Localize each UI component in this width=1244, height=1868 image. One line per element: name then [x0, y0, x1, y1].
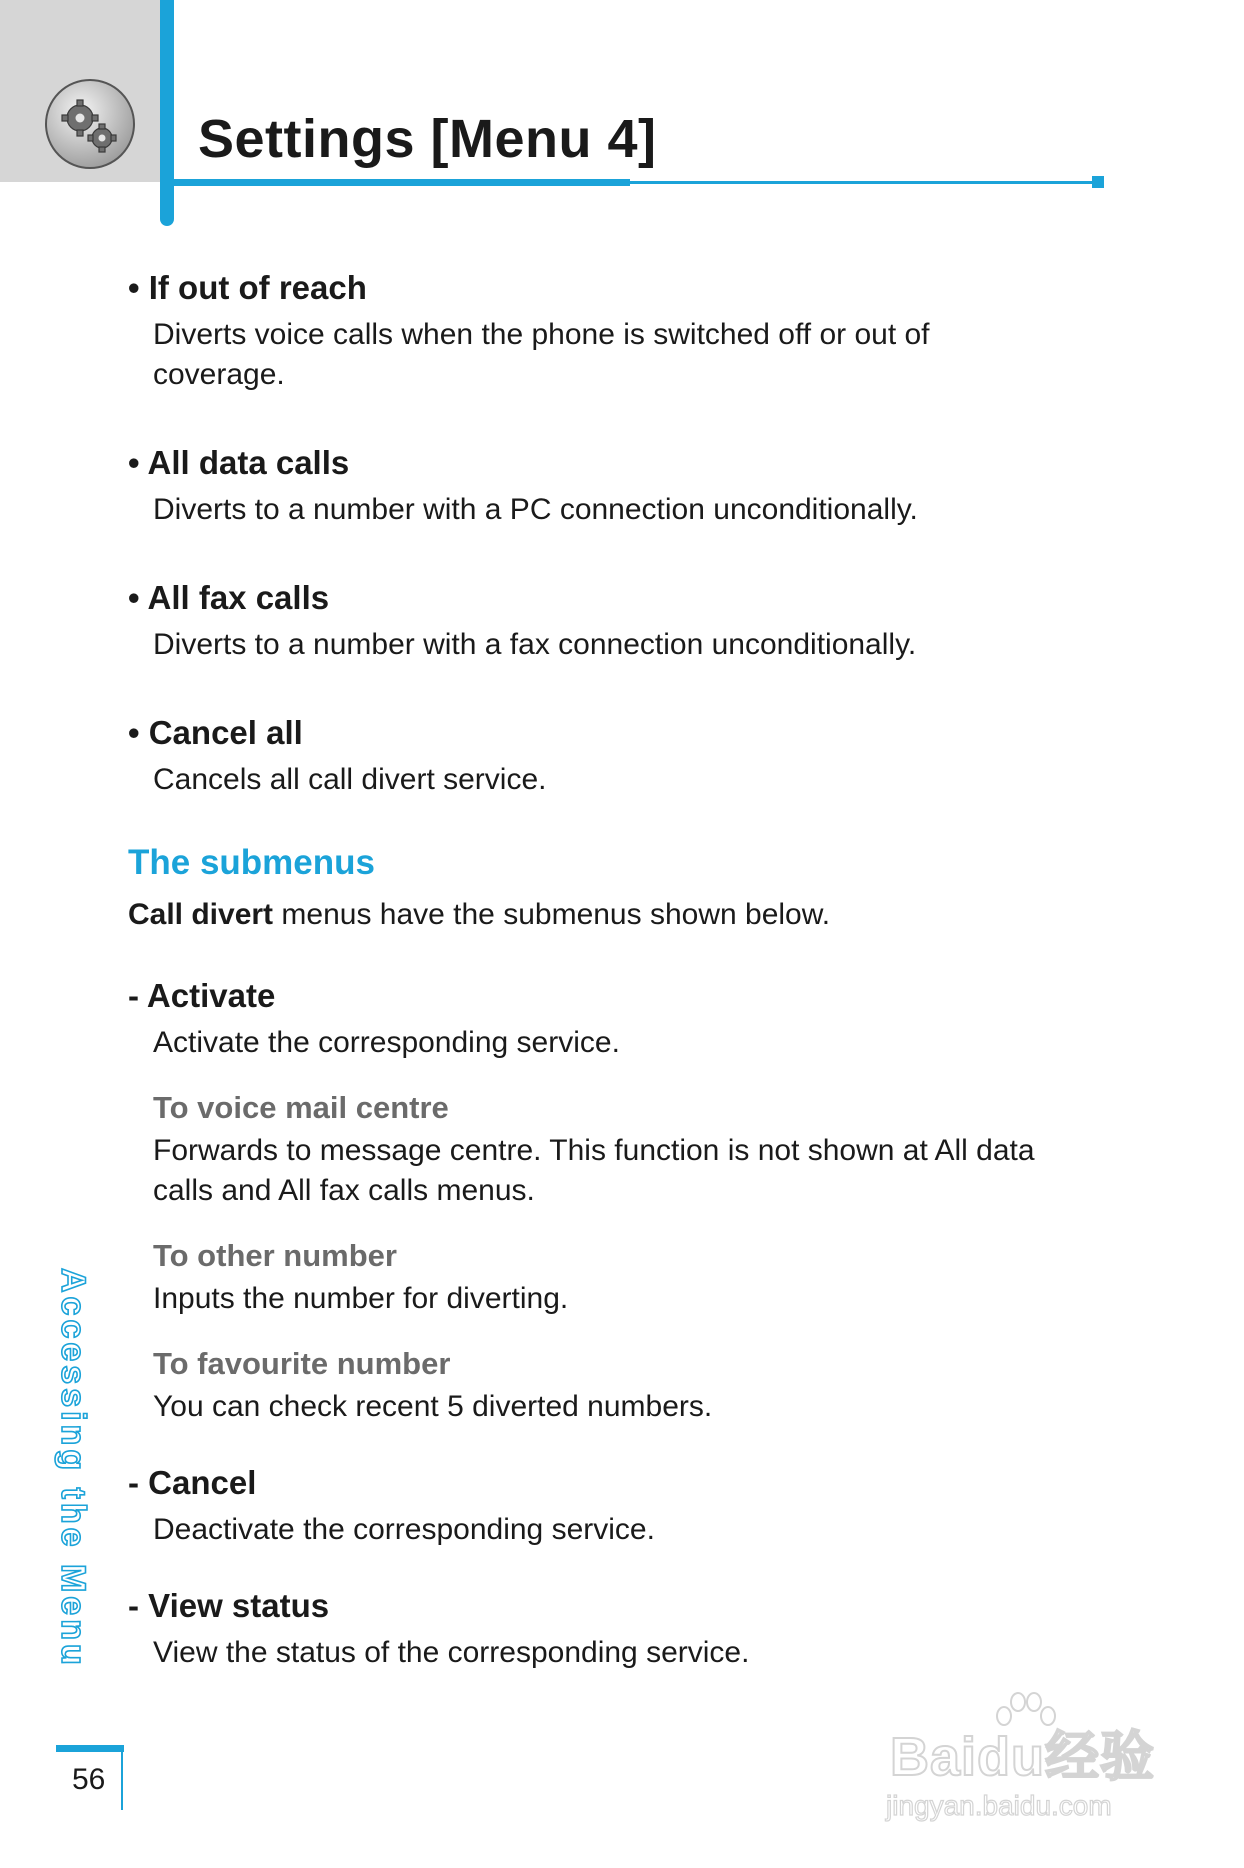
- activate-option-description: Forwards to message centre. This function is not shown at All data calls and All fax calls menus.: [153, 1134, 1035, 1207]
- title-underline-thin: [630, 181, 1098, 184]
- page-content: [128, 266, 1128, 1673]
- option-description: Diverts to a number with a fax connection unconditionally.: [153, 628, 917, 661]
- activate-option-title: To favourite number: [153, 1346, 451, 1381]
- watermark-url: jingyan.baidu.com: [886, 1790, 1112, 1821]
- divert-option: [128, 441, 1128, 530]
- page-number: 56: [72, 1763, 106, 1796]
- divert-option: [128, 711, 1128, 800]
- submenu-description: Deactivate the corresponding service.: [153, 1513, 655, 1546]
- option-description: Cancels all call divert service.: [153, 763, 547, 796]
- page-title: Settings [Menu 4]: [198, 109, 657, 169]
- section-heading: The submenus: [128, 843, 375, 882]
- page-number-rule: [121, 1752, 123, 1810]
- page-number-bar: [56, 1745, 124, 1752]
- submenu-view-status: [128, 1584, 1128, 1673]
- activate-option-title: To other number: [153, 1238, 397, 1273]
- activate-option-title: To voice mail centre: [153, 1090, 449, 1125]
- option-title: • If out of reach: [128, 269, 367, 306]
- watermark-brand: Baidu经验: [890, 1727, 1156, 1787]
- side-tab-label: Accessing the Menu: [54, 1268, 92, 1669]
- submenu-cancel: [128, 1461, 1128, 1550]
- activate-option-description: You can check recent 5 diverted numbers.: [153, 1390, 713, 1423]
- intro-bold: Call divert: [128, 898, 274, 931]
- submenu-title: - View status: [128, 1587, 330, 1624]
- submenu-description: Activate the corresponding service.: [153, 1026, 620, 1059]
- title-underline: [174, 179, 630, 186]
- option-title: • All fax calls: [128, 579, 330, 616]
- title-underline-end: [1092, 176, 1104, 188]
- intro-text: menus have the submenus shown below.: [273, 898, 831, 931]
- submenu-title: - Cancel: [128, 1464, 257, 1501]
- section-intro: [128, 894, 1128, 936]
- watermark: [880, 1690, 1180, 1830]
- divert-option: [128, 576, 1128, 665]
- divert-option: [128, 266, 1128, 395]
- settings-gears-icon: [44, 78, 136, 170]
- submenu-title: - Activate: [128, 977, 276, 1014]
- option-description: Diverts voice calls when the phone is switched off or out of coverage.: [153, 318, 930, 391]
- option-description: Diverts to a number with a PC connection unconditionally.: [153, 493, 918, 526]
- submenu-description: View the status of the corresponding service.: [153, 1636, 750, 1669]
- header-vertical-bar: [160, 0, 174, 226]
- option-title: • All data calls: [128, 444, 350, 481]
- submenu-activate: [128, 974, 1128, 1427]
- option-title: • Cancel all: [128, 714, 303, 751]
- activate-option-description: Inputs the number for diverting.: [153, 1282, 569, 1315]
